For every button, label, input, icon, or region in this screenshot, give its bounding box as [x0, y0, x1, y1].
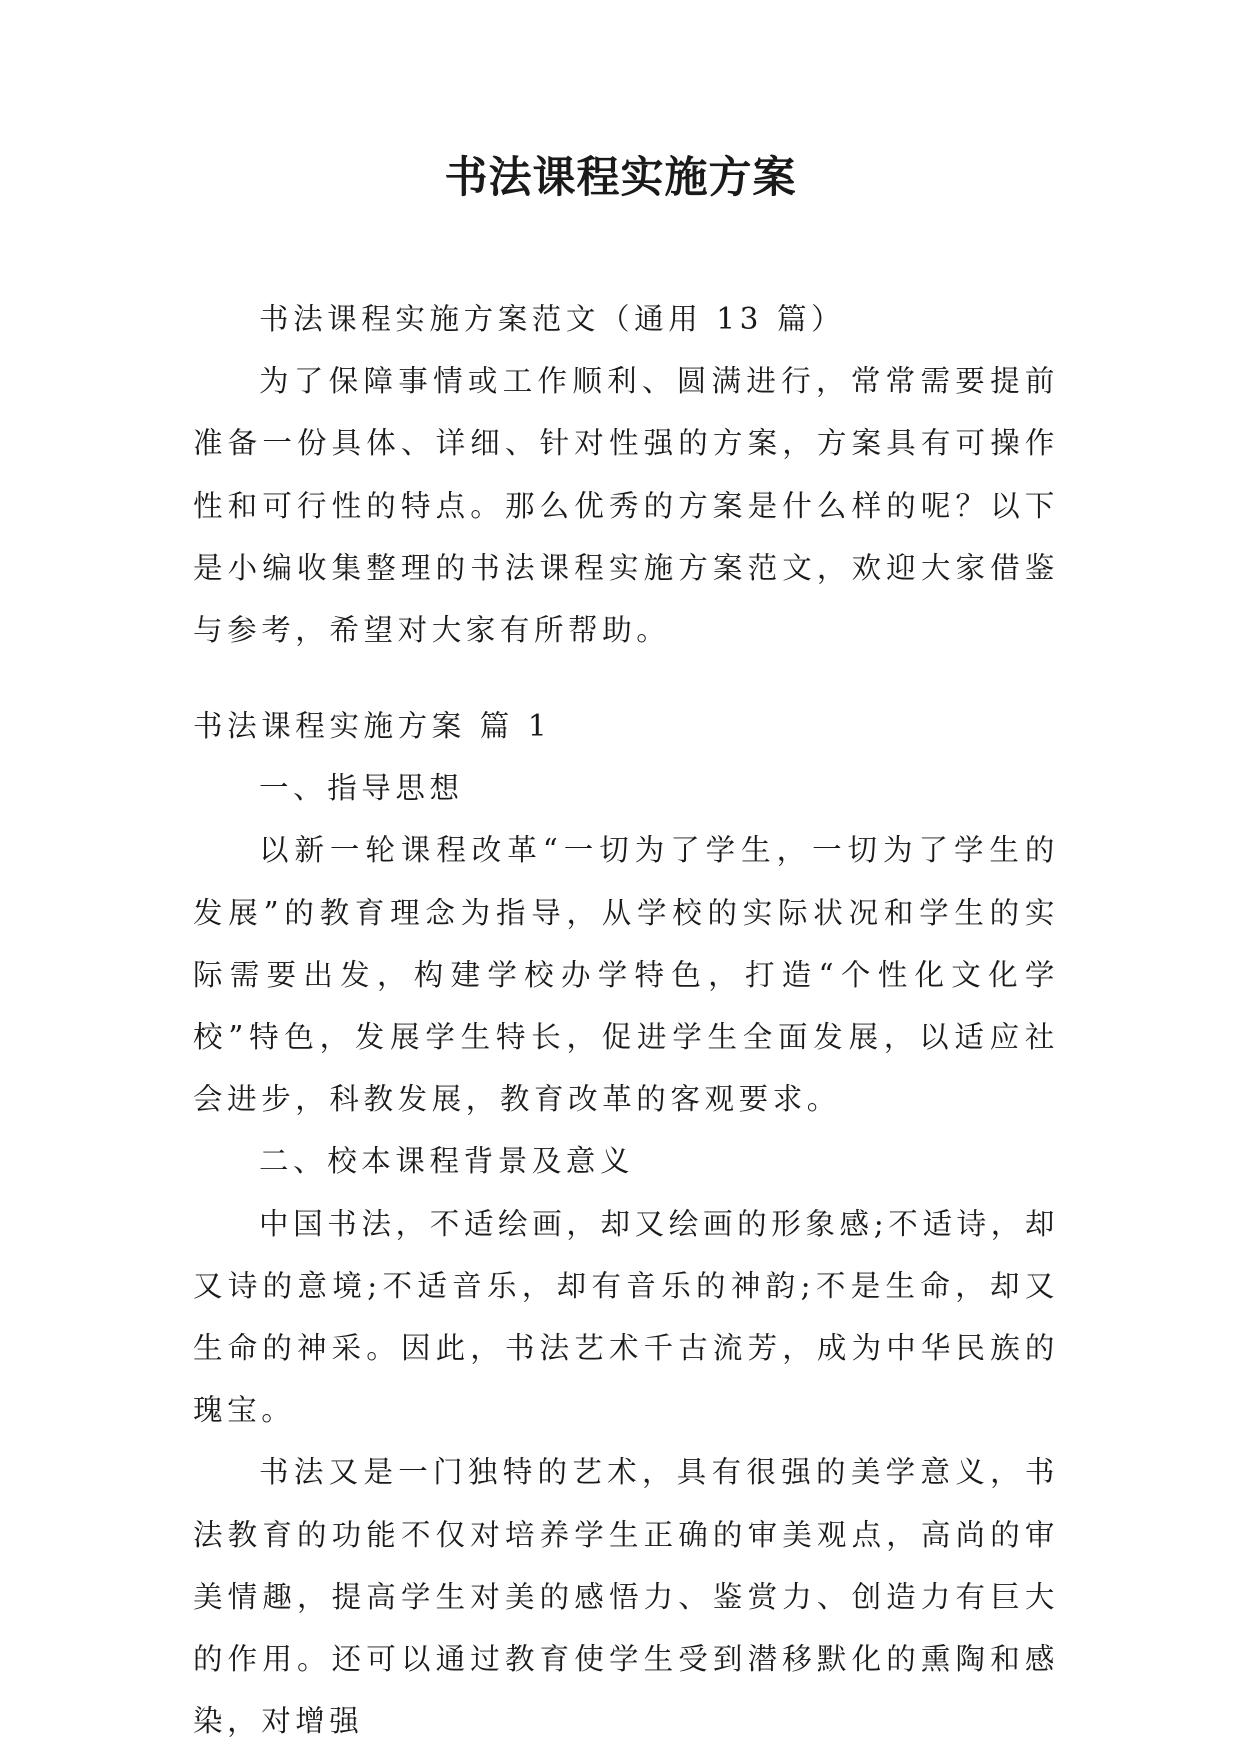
- intro-paragraph: 为了保障事情或工作顺利、圆满进行，常常需要提前准备一份具体、详细、针对性强的方案，方案具有可操作性和可行性的特点。那么优秀的方案是什么样的呢？以下是小编收集整理的书法课程实施方案范文，欢迎大家借鉴与参考，希望对大家有所帮助。: [193, 364, 1059, 648]
- section-1-paragraph: 以新一轮课程改革“一切为了学生，一切为了学生的发展”的教育理念为指导，从学校的实际状况和学生的实际需要出发，构建学校办学特色，打造“个性化文化学校”特色，发展学生特长，促进学生全面发展，以适应社会进步，科教发展，教育改革的客观要求。: [193, 833, 1059, 1117]
- section-2-paragraph-1: 中国书法，不适绘画，却又绘画的形象感;不适诗，却又诗的意境;不适音乐，却有音乐的神韵;不是生命，却又生命的神采。因此，书法艺术千古流芳，成为中华民族的瑰宝。: [193, 1206, 1059, 1428]
- intro-block: [193, 288, 1059, 661]
- section-2-paragraph-2: 书法又是一门独特的艺术，具有很强的美学意义，书法教育的功能不仅对培养学生正确的审美观点，高尚的审美情趣，提高学生对美的感悟力、鉴赏力、创造力有巨大的作用。还可以通过教育使学生受到潜移默化的熏陶和感染，对增强: [193, 1455, 1059, 1739]
- intro-subtitle: 书法课程实施方案范文（通用 13 篇）: [259, 302, 846, 336]
- section-1-title: 一、指导思想: [259, 771, 464, 806]
- document-title: 书法课程实施方案: [444, 153, 797, 203]
- article-heading: 书法课程实施方案 篇 1: [193, 709, 552, 743]
- article-block: [193, 695, 1059, 1752]
- section-2-title: 二、校本课程背景及意义: [259, 1144, 635, 1179]
